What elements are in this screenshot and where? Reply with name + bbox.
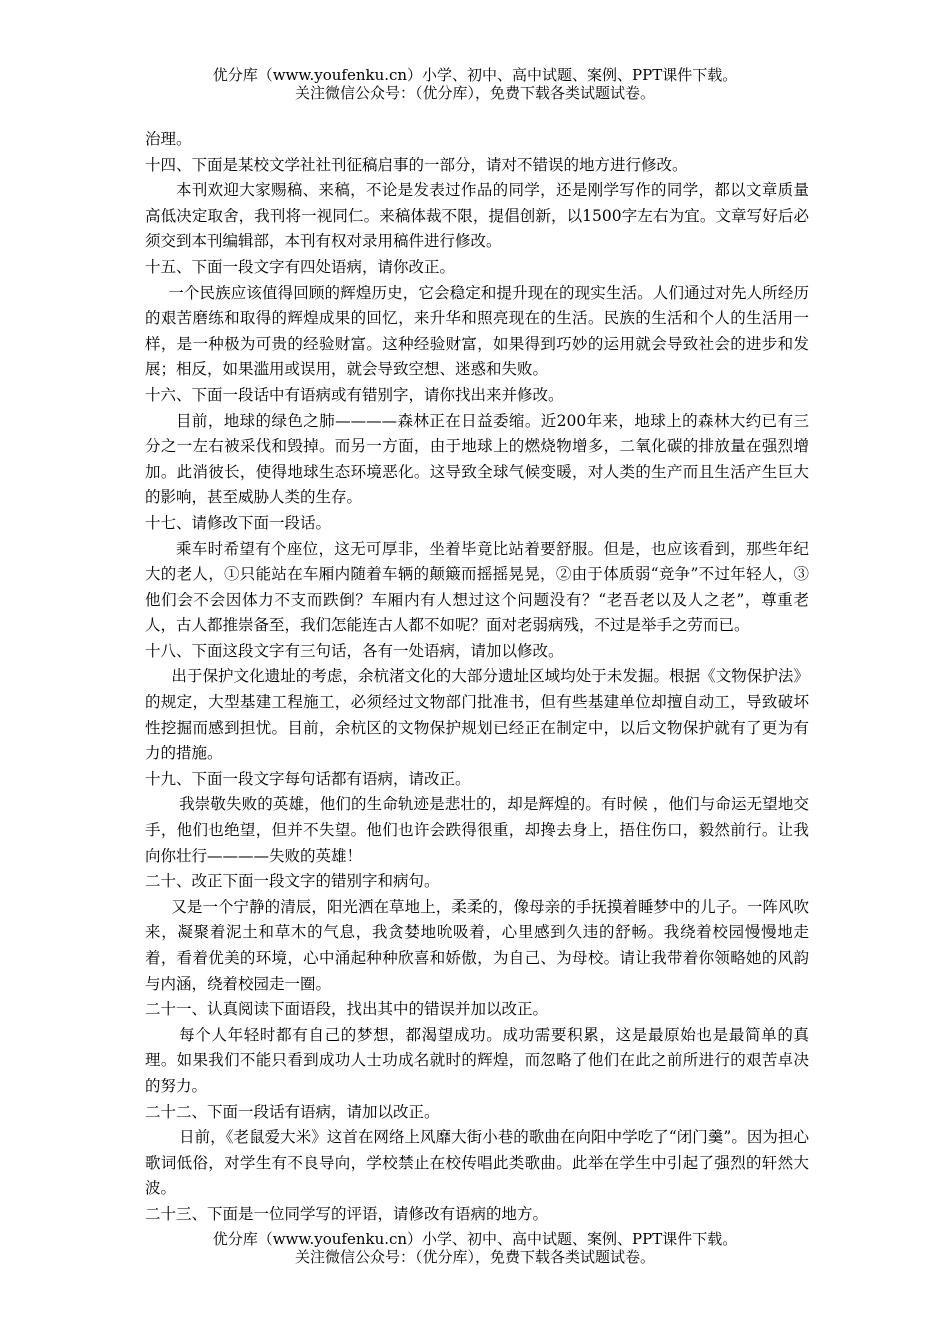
footer-line-wechat: 关注微信公众号：（优分库），免费下载各类试题试卷。 [294,1248,655,1266]
question-21: 二十一、认真阅读下面语段，找出其中的错误并加以改正。 [145,1000,549,1019]
passage-21: 每个人年轻时都有自己的梦想，都渴望成功。成功需要积累，这是最原始也是最简单的真理。如果我们不能只看到成功人士功成名就时的辉煌，而忽略了他们在此之前所进行的艰苦卓决的努力。 [145,1025,809,1095]
passage-17: 乘车时希望有个座位，这无可厚非，坐着毕竟比站着要舒服。但是，也应该看到，那些年纪大的老人，①只能站在车厢内随着车辆的颠簸而摇摇晃晃，②由于体质弱“竞争”不过年轻人，③他们会不会因体力不支而跌倒？车厢内有人想过这个问题没有？“老吾老以及人之老”，尊重老人，古人都推崇备至，我们怎能连古人都不如呢？面对老弱病残，不过是举手之劳而已。 [145,539,809,635]
footer-line-site: 优分库（www.youfenku.cn）小学、初中、高中试题、案例、PPT课件下载。 [212,1230,738,1248]
header-line-wechat: 关注微信公众号：（优分库），免费下载各类试题试卷。 [294,84,655,102]
passage-20: 又是一个宁静的清辰，阳光洒在草地上，柔柔的，像母亲的手抚摸着睡梦中的儿子。一阵风吹来，凝聚着泥土和草木的气息，我贪婪地吮吸着，心里感到久违的舒畅。我绕着校园慢慢地走着，看着优美的环境，心中涌起种种欣喜和娇傲，为自己、为母校。请让我带着你领略她的风韵与内涵，绕着校园走一圈。 [145,897,809,993]
passage-15: 一个民族应该值得回顾的辉煌历史，它会稳定和提升现在的现实生活。人们通过对先人所经历的艰苦磨练和取得的辉煌成果的回忆，来升华和照亮现在的生活。民族的生活和个人的生活用一样，是一种极为可贵的经验财富。这种经验财富，如果得到巧妙的运用就会导致社会的进步和发展；相反，如果滥用或误用，就会导致空想、迷惑和失败。 [145,283,809,379]
header-line-site: 优分库（www.youfenku.cn）小学、初中、高中试题、案例、PPT课件下载。 [212,66,738,84]
page-footer [0,1230,950,1266]
question-19: 十九、下面一段文字每句话都有语病，请改正。 [145,769,471,788]
question-14: 十四、下面是某校文学社社刊征稿启事的一部分，请对不错误的地方进行修改。 [145,155,688,174]
question-18: 十八、下面这段文字有三句话，各有一处语病，请加以修改。 [145,641,564,660]
passage-16: 目前，地球的绿色之肺————森林正在日益委缩。近200年来，地球上的森林大约已有三分之一左右被采伐和毁掉。而另一方面，由于地球上的燃烧物增多，二氧化碳的排放量在强烈增加。此消彼长，使得地球生态环境恶化。这导致全球气候变暖，对人类的生产而且生活产生巨大的影响，甚至威胁人类的生存。 [145,411,809,507]
question-20: 二十、改正下面一段文字的错别字和病句。 [145,872,440,891]
passage-19: 我崇敬失败的英雄，他们的生命轨迹是悲壮的，却是辉煌的。有时候 ，他们与命运无望地交手，他们也绝望，但并不失望。他们也许会跌得很重，却搀去身上，捂住伤口，毅然前行。让我向你壮行————失败的英雄！ [145,795,809,865]
passage-14: 本刊欢迎大家赐稿、来稿，不论是发表过作品的同学，还是刚学写作的同学，都以文章质量高低决定取舍，我刊将一视同仁。来稿体裁不限，提倡创新，以1500字左右为宜。文章写好后必须交到本刊编辑部，本刊有权对录用稿件进行修改。 [145,181,809,251]
question-22: 二十二、下面一段话有语病，请加以改正。 [145,1102,440,1121]
text-fragment: 治理。 [145,130,192,148]
passage-22: 日前，《老鼠爱大米》这首在网络上风靡大街小巷的歌曲在向阳中学吃了“闭门羹”。因为担心歌词低俗，对学生有不良导向，学校禁止在校传唱此类歌曲。此举在学生中引起了强烈的轩然大波。 [145,1128,809,1198]
question-15: 十五、下面一段文字有四处语病，请你改正。 [145,257,456,276]
page-header [0,66,950,102]
question-16: 十六、下面一段话中有语病或有错别字，请你找出来并修改。 [145,385,564,404]
document-body [145,127,809,1228]
passage-18: 出于保护文化遗址的考虑，余杭渚文化的大部分遗址区域均处于未发掘。根据《文物保护法》的规定，大型基建工程施工，必须经过文物部门批准书，但有些基建单位却擅自动工，导致破坏性挖掘而感到担忧。目前，余杭区的文物保护规划已经正在制定中，以后文物保护就有了更为有力的措施。 [145,667,809,763]
question-23: 二十三、下面是一位同学写的评语，请修改有语病的地方。 [145,1204,549,1223]
question-17: 十七、请修改下面一段话。 [145,513,332,532]
